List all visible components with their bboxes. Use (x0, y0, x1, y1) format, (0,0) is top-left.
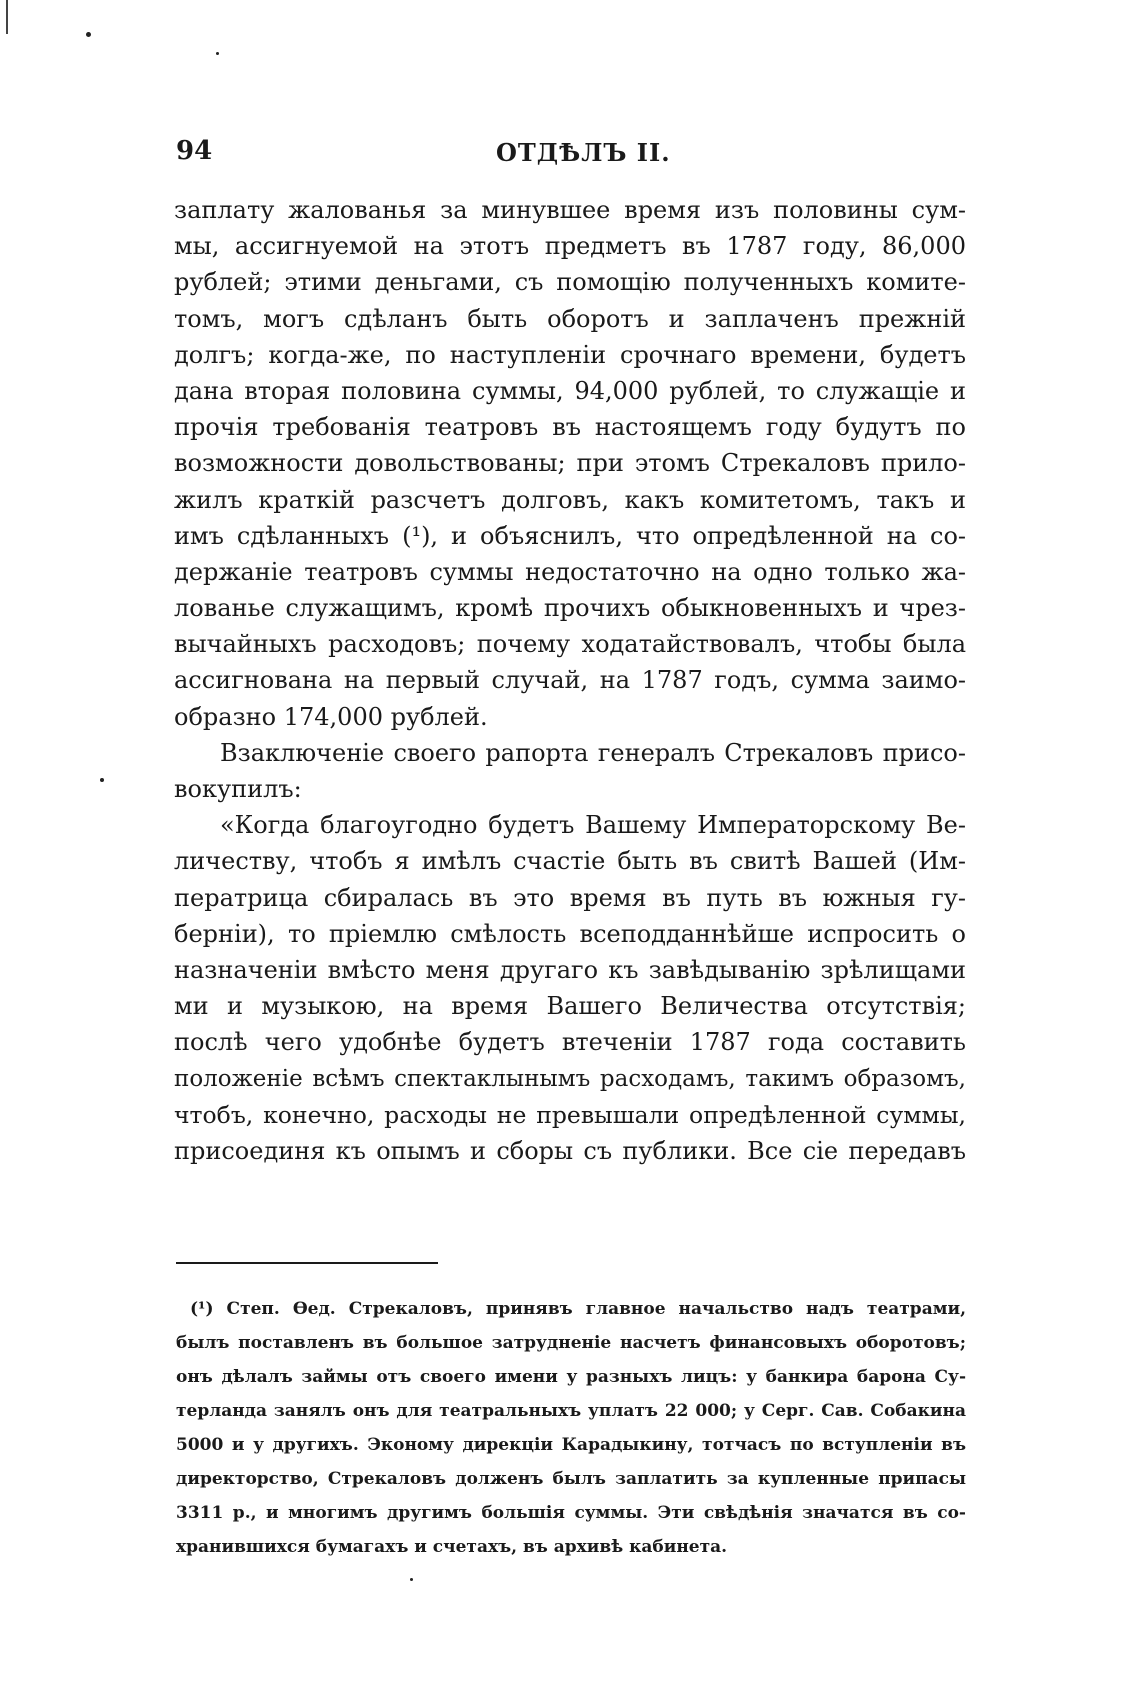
footnotes (176, 1292, 966, 1564)
scan-speck (100, 778, 104, 782)
footnote-line: хранившихся бумагахъ и счетахъ, въ архивѣ кабинета. (176, 1537, 728, 1557)
text-line: личеству, чтобъ я имѣлъ счастіе быть въ свитѣ Вашей (Им- (174, 847, 966, 876)
text-line: назначеніи вмѣсто меня другаго къ завѣдыванію зрѣлищами (174, 955, 966, 984)
text-line: чтобъ, конечно, расходы не превышали опредѣленной суммы, (174, 1100, 966, 1129)
text-line: берніи), то пріемлю смѣлость всеподданнѣйше испросить о (174, 919, 966, 948)
page-header (176, 136, 966, 176)
footnote-divider (176, 1262, 438, 1264)
footnote-line: былъ поставленъ въ большое затрудненіе насчетъ финансовыхъ оборотовъ; (176, 1333, 966, 1353)
text-line: послѣ чего удобнѣе будетъ втеченіи 1787 года составить (174, 1028, 966, 1057)
text-line: держаніе театровъ суммы недостаточно на одно только жа- (174, 557, 966, 586)
footnote-line: 3311 р., и многимъ другимъ большія суммы. Эти свѣдѣнія значатся въ со- (176, 1503, 966, 1523)
text-line: возможности довольствованы; при этомъ Стрекаловъ прило- (174, 449, 966, 478)
text-line: мы, ассигнуемой на этотъ предметъ въ 1787 году, 86,000 (174, 232, 966, 261)
text-line: дана вторая половина суммы, 94,000 рублей, то служащіе и (174, 376, 966, 405)
footnote-line: терланда занялъ онъ для театральныхъ уплатъ 22 000; у Серг. Сав. Собакина (176, 1401, 966, 1421)
text-line: имъ сдѣланныхъ (¹), и объяснилъ, что опредѣленной на со- (174, 521, 966, 550)
text-line: «Когда благоугодно будетъ Вашему Императорскому Ве- (220, 811, 966, 840)
text-line: томъ, могъ сдѣланъ быть оборотъ и заплаченъ прежній (174, 304, 966, 333)
main-text (174, 192, 966, 1169)
text-line: рублей; этими деньгами, съ помощію полученныхъ комите- (174, 268, 966, 297)
running-head: ОТДѢЛЪ II. (496, 138, 671, 167)
text-line: положеніе всѣмъ спектаклынымъ расходамъ, такимъ образомъ, (174, 1065, 966, 1092)
scan-speck (410, 1578, 413, 1581)
footnote-line: директорство, Стрекаловъ долженъ былъ заплатить за купленные припасы (176, 1469, 966, 1489)
text-line: заплату жалованья за минувшее время изъ половины сум- (174, 196, 966, 224)
footnote-line: онъ дѣлалъ займы отъ своего имени у разныхъ лицъ: у банкира барона Су- (176, 1367, 966, 1387)
text-line: жилъ краткій разсчетъ долговъ, какъ комитетомъ, такъ и (174, 485, 966, 514)
text-line: лованье служащимъ, кромѣ прочихъ обыкновенныхъ и чрез- (174, 594, 966, 623)
text-line: прочія требованія театровъ въ настоящемъ году будутъ по (174, 413, 966, 442)
text-line: ми и музыкою, на время Вашего Величества отсутствія; (174, 992, 966, 1021)
footnote-line: 5000 и у другихъ. Эконому дирекціи Карадыкину, тотчасъ по вступленіи въ (176, 1435, 966, 1455)
text-line: ассигнована на первый случай, на 1787 годъ, сумма заимо- (174, 666, 966, 695)
text-line: долгъ; когда-же, по наступленіи срочнаго времени, будетъ (174, 340, 966, 369)
scan-speck (216, 52, 219, 55)
text-line: образно 174,000 рублей. (174, 702, 488, 731)
text-line: присоединя къ опымъ и сборы съ публики. Все сіе передавъ (174, 1136, 966, 1165)
text-line: Взаключеніе своего рапорта генералъ Стрекаловъ присо- (220, 738, 966, 767)
text-line: вокупилъ: (174, 775, 302, 803)
page-number: 94 (176, 136, 213, 166)
scan-edge-mark (6, 0, 8, 34)
scan-speck (86, 32, 91, 37)
footnote-line: (¹) Степ. Ѳед. Стрекаловъ, принявъ главное начальство надъ театрами, (190, 1299, 966, 1319)
text-line: вычайныхъ расходовъ; почему ходатайствовалъ, чтобы была (174, 630, 966, 659)
text-line: ператрица сбиралась въ это время въ путь въ южныя гу- (174, 883, 966, 912)
